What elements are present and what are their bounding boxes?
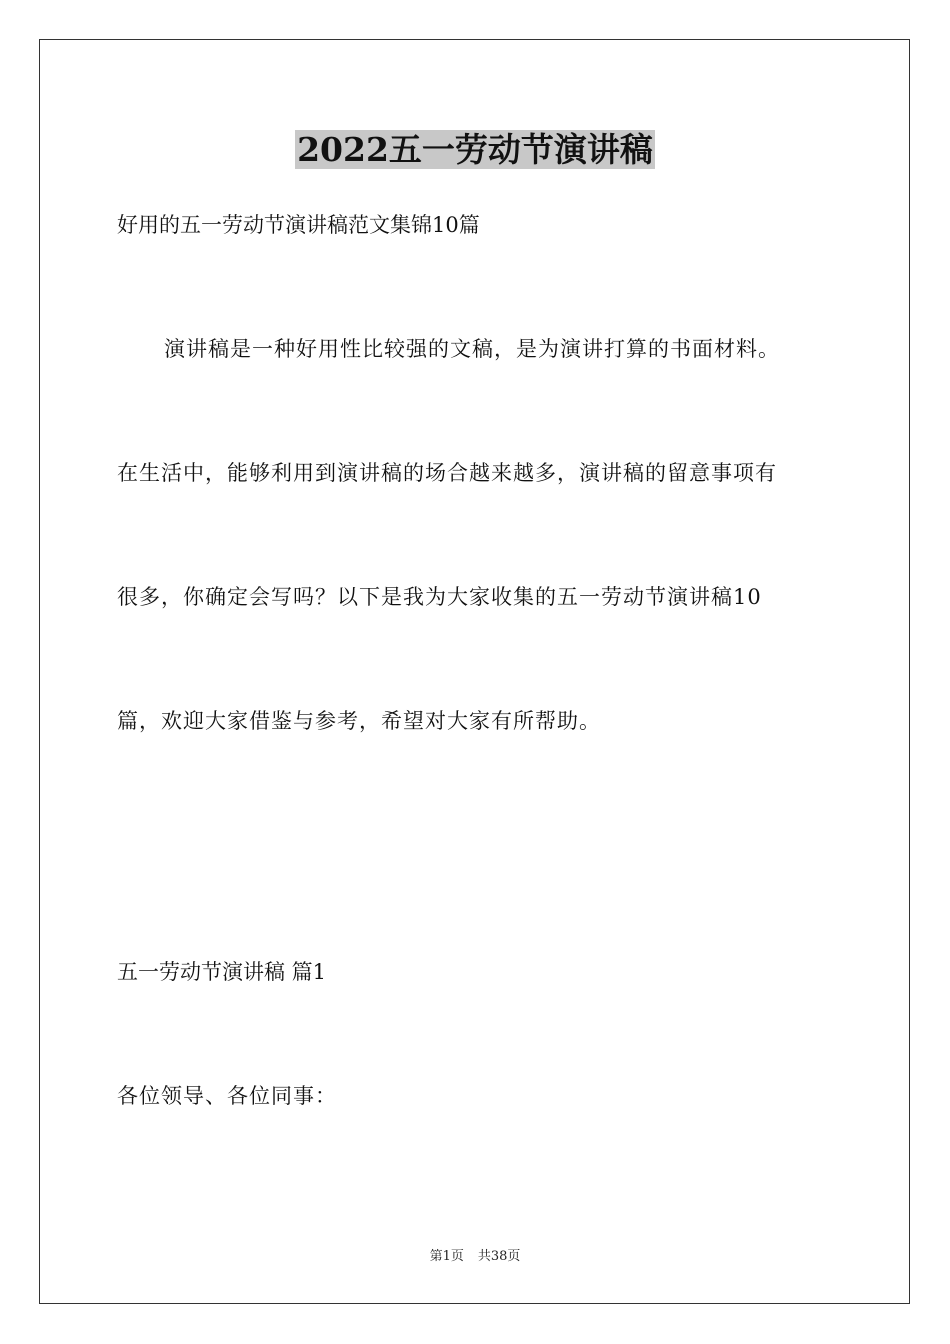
document-title: 2022五一劳动节演讲稿 [297,130,653,169]
page-total: 共38页 [477,1249,521,1264]
paragraph-line-2: 在生活中，能够利用到演讲稿的场合越来越多，演讲稿的留意事项有 [117,461,777,485]
page-footer [0,1248,950,1266]
page-number: 第1页 [429,1249,464,1264]
document-title-container [0,128,950,172]
document-subtitle: 好用的五一劳动节演讲稿范文集锦10篇 [117,213,480,237]
paragraph-line-3: 很多，你确定会写吗？以下是我为大家收集的五一劳动节演讲稿10 [117,585,762,609]
paragraph-line-4: 篇，欢迎大家借鉴与参考，希望对大家有所帮助。 [117,709,601,733]
section-heading: 五一劳动节演讲稿 篇1 [117,960,327,984]
paragraph-line-1: 演讲稿是一种好用性比较强的文稿，是为演讲打算的书面材料。 [164,337,780,361]
salutation: 各位领导、各位同事： [117,1084,337,1108]
